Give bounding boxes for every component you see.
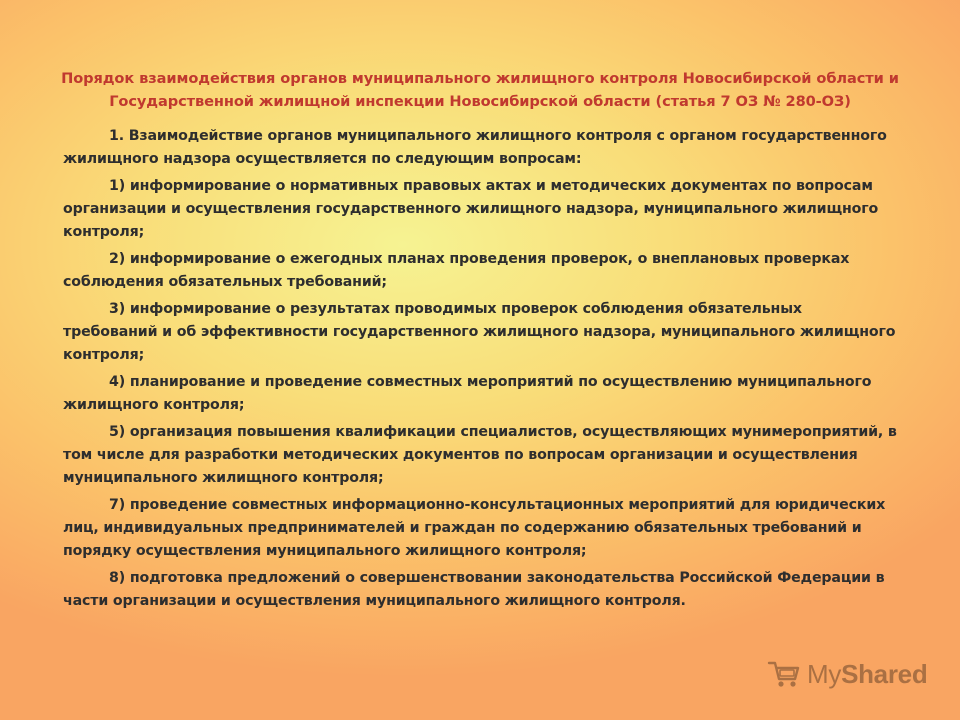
- paragraph-item-7: 7) проведение совместных информационно-консультационных мероприятий для юридических лиц, индивидуальных предпринимателей и граждан по содержанию обязательных требований и порядку осуществления муниципального жилищного контроля;: [63, 497, 886, 559]
- slide-title: Порядок взаимодействия органов муниципального жилищного контроля Новосибирской области и Государственной жилищной инспекции Новосибирской области (статья 7 ОЗ № 280-ОЗ): [61, 70, 899, 110]
- paragraph-item-8: 8) подготовка предложений о совершенствовании законодательства Российской Федерации в части организации и осуществления муниципального жилищного контроля.: [63, 570, 885, 609]
- paragraph-item-3: 3) информирование о результатах проводимых проверок соблюдения обязательных требований и об эффективности государственного жилищного надзора, муниципального жилищного контроля;: [63, 301, 896, 363]
- watermark-prefix: My: [807, 658, 842, 689]
- paragraph-item-5: 5) организация повышения квалификации специалистов, осуществляющих мунимероприятий, в том числе для разработки методических документов по вопросам организации и осуществления муниципального жилищного контроля;: [63, 424, 897, 486]
- watermark-brand: Shared: [841, 658, 928, 689]
- paragraph-item-1: 1) информирование о нормативных правовых актах и методических документах по вопросам организации и осуществления государственного жилищного надзора, муниципального жилищного контроля;: [63, 178, 879, 240]
- paragraph-item-4: 4) планирование и проведение совместных мероприятий по осуществлению муниципального жилищного контроля;: [63, 374, 872, 413]
- cart-icon: [767, 659, 801, 689]
- myshared-watermark: [767, 656, 927, 692]
- watermark-text: [807, 659, 927, 690]
- paragraph-item-2: 2) информирование о ежегодных планах проведения проверок, о внеплановых проверках соблюдения обязательных требований;: [63, 251, 850, 290]
- slide-body: [63, 125, 898, 617]
- paragraph-intro: 1. Взаимодействие органов муниципального жилищного контроля с органом государственного жилищного надзора осуществляется по следующим вопросам:: [63, 128, 887, 167]
